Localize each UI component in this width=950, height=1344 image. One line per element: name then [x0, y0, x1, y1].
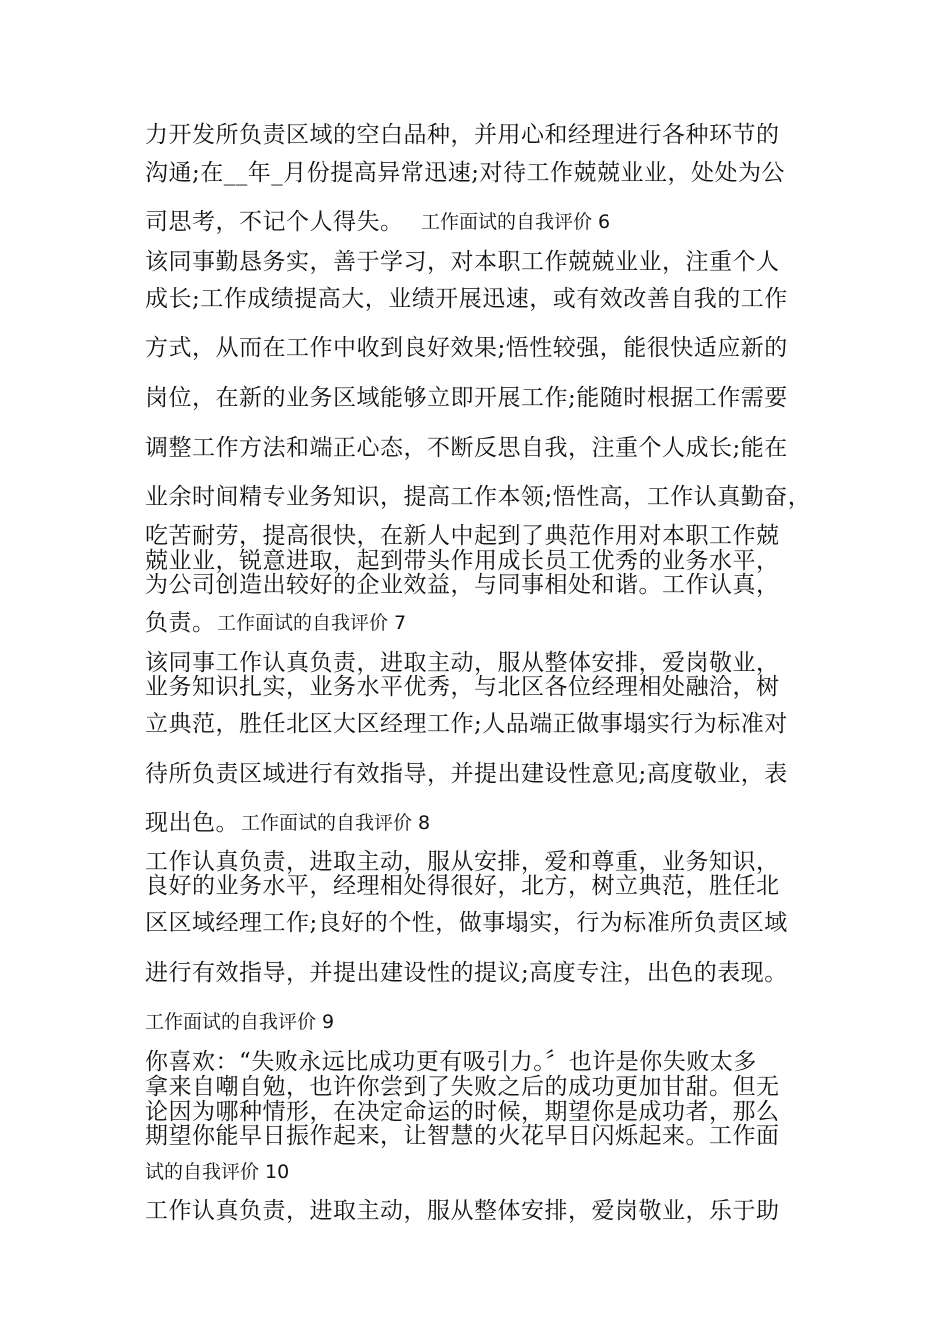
text-line: 立典范，胜任北区大区经理工作;人品端正做事塌实行为标准对 — [145, 711, 788, 737]
text-line: 沟通;在__年_月份提高异常迅速;对待工作兢兢业业，处处为公 — [145, 160, 785, 186]
text-line: 成长;工作成绩提高大，业绩开展迅速，或有效改善自我的工作 — [145, 286, 788, 312]
text-line: 良好的业务水平，经理相处得很好，北方，树立典范，胜任北 — [145, 873, 780, 899]
text-line: 业务知识扎实，业务水平优秀，与北区各位经理相处融洽，树 — [145, 674, 780, 700]
text-line: 为公司创造出较好的企业效益，与同事相处和谐。工作认真， — [145, 572, 780, 598]
text-line: 进行有效指导，并提出建设性的提议;高度专注，出色的表现。 — [145, 960, 788, 986]
text-line: 岗位，在新的业务区域能够立即开展工作;能随时根据工作需要 — [145, 385, 788, 411]
text-line: 论因为哪种情形，在决定命运的时候，期望你是成功者，那么 — [145, 1099, 780, 1125]
text-line: 期望你能早日振作起来，让智慧的火花早日闪烁起来。工作面 — [145, 1123, 780, 1149]
text-line: 待所负责区域进行有效指导，并提出建设性意见;高度敬业，表 — [145, 761, 788, 787]
text-line: 工作认真负责，进取主动，服从整体安排，爱岗敬业，乐于助 — [145, 1198, 780, 1224]
text-line: 方式，从而在工作中收到良好效果;悟性较强，能很快适应新的 — [145, 335, 788, 361]
text-line: 拿来自嘲自勉，也许你尝到了失败之后的成功更加甘甜。但无 — [145, 1074, 780, 1100]
text-line: 业余时间精专业务知识，提高工作本领;悟性高，工作认真勤奋， — [145, 484, 812, 510]
text-line: 现出色。 — [145, 810, 239, 836]
text-line: 该同事勤恳务实，善于学习，对本职工作兢兢业业，注重个人 — [145, 249, 780, 275]
section-heading: 工作面试的自我评价 7 — [217, 612, 407, 634]
section-heading: 工作面试的自我评价 9 — [145, 1011, 335, 1033]
text-line: 负责。 — [145, 610, 216, 636]
section-heading: 试的自我评价 10 — [145, 1161, 290, 1183]
text-line: 力开发所负责区域的空白品种，并用心和经理进行各种环节的 — [145, 122, 780, 148]
text-line: 吃苦耐劳，提高很快，在新人中起到了典范作用对本职工作兢 — [145, 523, 780, 549]
text-line: 司思考，不记个人得失。 — [145, 209, 404, 235]
text-line: 兢业业，锐意进取，起到带头作用成长员工优秀的业务水平， — [145, 548, 780, 574]
section-heading: 工作面试的自我评价 6 — [421, 211, 611, 233]
text-line: 你喜欢：“失败永远比成功更有吸引力。〞也许是你失败太多 — [145, 1049, 757, 1075]
text-line: 工作认真负责，进取主动，服从安排，爱和尊重，业务知识， — [145, 849, 780, 875]
text-line: 该同事工作认真负责，进取主动，服从整体安排，爱岗敬业， — [145, 650, 780, 676]
text-line: 区区域经理工作;良好的个性，做事塌实，行为标准所负责区域 — [145, 910, 788, 936]
text-line: 调整工作方法和端正心态，不断反思自我，注重个人成长;能在 — [145, 435, 788, 461]
section-heading: 工作面试的自我评价 8 — [241, 812, 431, 834]
